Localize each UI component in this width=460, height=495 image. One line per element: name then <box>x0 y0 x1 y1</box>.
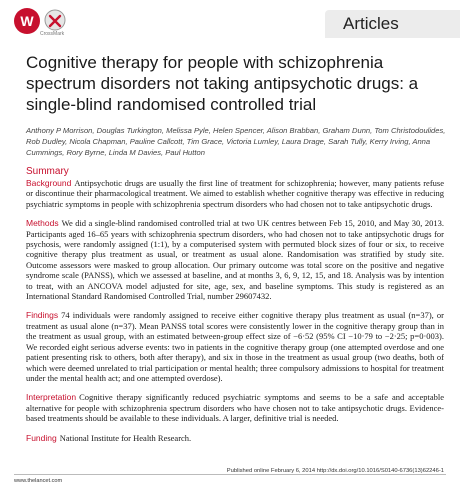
abstract-findings <box>26 310 444 383</box>
abstract-interpretation <box>26 392 444 423</box>
crossmark-caption: CrossMark <box>40 31 65 37</box>
abstract-methods <box>26 218 444 301</box>
abstract-background <box>26 178 444 209</box>
funding-label: Funding <box>26 432 57 443</box>
author-list: Anthony P Morrison, Douglas Turkington, Melissa Pyle, Helen Spencer, Alison Brabban, Graham Dunn, Tom Christodoulides, Rob Dudley, Nicola Chapman, Pauline Callcott, Tim Grace, Victoria Lumley, Laura Drage, Sarah Tully, Kerry Irving, Anna Cummings, Rory Byrne, Linda M Davies, Paul Hutton <box>26 126 446 157</box>
lancet-logo-icon: W <box>14 8 40 34</box>
background-text: Antipsychotic drugs are usually the first line of treatment for schizophrenia; however, many patients refuse or discontinue their pharmacological treatment. We aimed to establish whether cognitive therapy was effective in reducing psychiatric symptoms in people with schizophrenia spectrum disorders who had chosen not to take antipsychotic drugs. <box>26 178 444 209</box>
abstract-funding <box>26 433 444 443</box>
journal-header <box>0 0 460 40</box>
doi-link[interactable]: http://dx.doi.org/10.1016/S0140-6736(13)62246-1 <box>316 468 444 474</box>
background-label: Background <box>26 178 72 188</box>
journal-website-link[interactable]: www.thelancet.com <box>14 478 63 484</box>
footer-divider <box>14 474 446 475</box>
crossmark-icon[interactable] <box>44 9 66 31</box>
publication-info <box>227 468 444 474</box>
methods-text: We did a single-blind randomised controlled trial at two UK centres between Feb 15, 2010, and May 30, 2013. Participants aged 16–65 years with schizophrenia spectrum disorders, who had chosen not to take antipsychotic drugs for psychosis, were randomly assigned (1:1), by a computerised system with permuted block sizes of four or six, to receive cognitive therapy plus treatment as usual, or treatment as usual alone. Randomisation was stratified by study site. Outcome assessors were masked to group allocation. Our primary outcome was total score on the positive and negative syndrome scale (PANSS), which we assessed at baseline, and at months 3, 6, 9, 12, 15, and 18. Analysis was by intention to treat, with an ANCOVA model adjusted for site, age, sex, and baseline symptoms. This study is registered as an International Standard Randomised Controlled Trial, number 29607432. <box>26 218 444 302</box>
funding-text: National Institute for Health Research. <box>59 432 192 443</box>
findings-text: 74 individuals were randomly assigned to receive either cognitive therapy plus treatment as usual (n=37), or treatment as usual alone (n=37). Mean PANSS total scores were consistently lower in the cognitive therapy group than in the treatment as usual group, with an estimated between-group effect size of −6·52 (95% CI −10·79 to −2·25; p=0·003). We recorded eight serious adverse events: two in patients in the cognitive therapy group (one attempted overdose and one patient presenting risk to others, both after therapy), and six in those in the treatment as usual group (two deaths, both of which were deemed unrelated to trial participation or mental health; three compulsory admissions to hospital for treatment under the mental health act; and one attempted overdose). <box>26 310 444 383</box>
methods-label: Methods <box>26 218 59 229</box>
published-date: Published online February 6, 2014 <box>226 468 316 474</box>
abstract <box>26 178 444 452</box>
section-label: Articles <box>325 10 460 38</box>
summary-heading: Summary <box>26 166 69 177</box>
interpretation-text: Cognitive therapy significantly reduced psychiatric symptoms and seems to be a safe and acceptable alternative for people with schizophrenia spectrum disorders who have chosen not to take antipsychotic drugs. Evidence-based treatments should be available to these individuals. A larger, definitive trial is needed. <box>26 392 444 424</box>
interpretation-label: Interpretation <box>26 392 77 403</box>
article-title: Cognitive therapy for people with schizophrenia spectrum disorders not taking antipsychotic drugs: a single-blind randomised controlled trial <box>26 53 419 114</box>
findings-label: Findings <box>26 310 59 321</box>
